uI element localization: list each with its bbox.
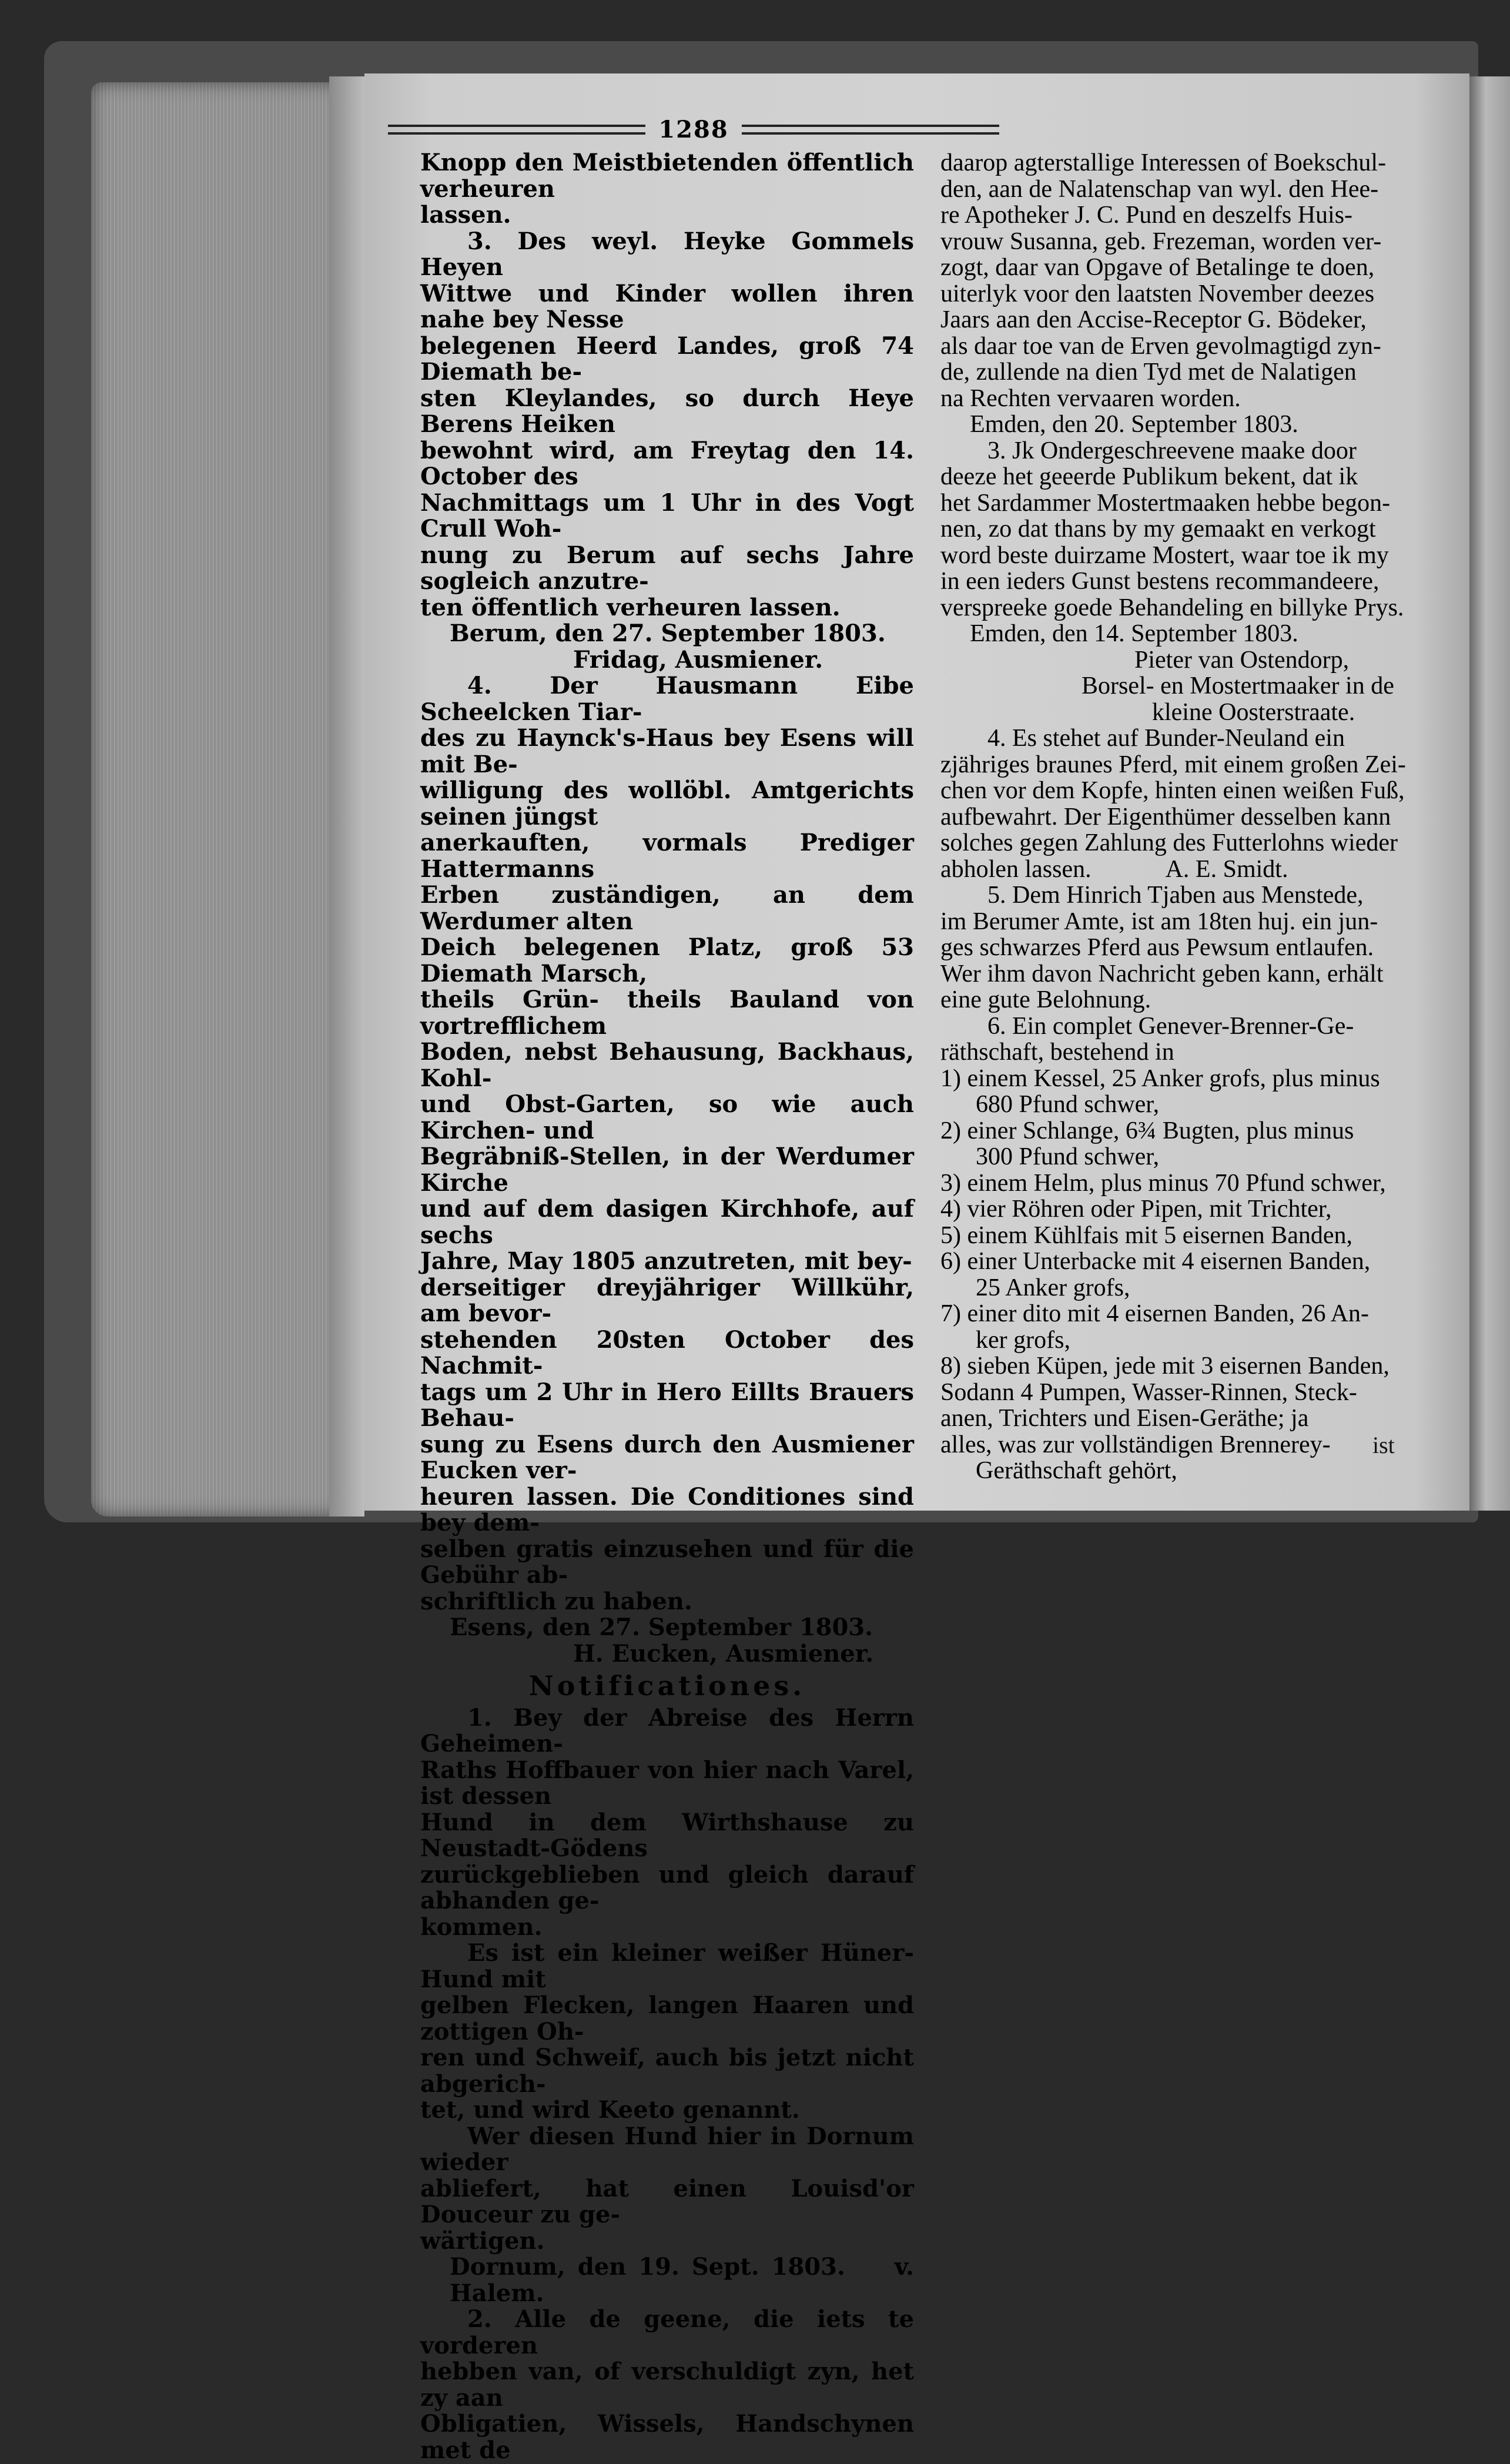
text-line: het Sardammer Mostertmaaken hebbe begon- [940,489,1391,517]
text-line: und auf dem dasigen Kirchhofe, auf sechs [420,1195,914,1249]
text-line: willigung des wollöbl. Amtgerichts seinen jüngst [420,776,914,831]
dateline: Emden, den 14. September 1803. [970,620,1298,647]
text-line: kommen. [420,1913,543,1941]
text-line: belegenen Heerd Landes, groß 74 Diemath be- [420,332,914,386]
text-line [940,856,1440,883]
list-item: 7) einer dito mit 4 eisernen Banden, 26 An- [940,1300,1369,1327]
text-line [420,2306,914,2359]
item-number: 4. [467,672,492,699]
signature: A. E. Smidt. [1165,855,1288,883]
text-line: Geräthschaft gehört, [976,1457,1177,1484]
item-number: 4. [987,725,1006,752]
text-fragment: Bey der Abreise des Herrn Geheimen- [420,1703,914,1757]
text-line: Knopp den Meistbietenden öffentlich verheuren [420,149,914,203]
dateline [420,2254,914,2306]
text-line: sung zu Esens durch den Ausmiener Eucken ver- [420,1430,914,1484]
header-rule-right [742,125,999,135]
text-line: stehenden 20sten October des Nachmit- [420,1325,914,1380]
list-item: 6) einer Unterbacke mit 4 eisernen Banden, [940,1248,1371,1275]
text-line: de, zullende na dien Tyd met de Nalatigen [940,359,1357,386]
text-line: Jahre, May 1805 anzutreten, mit bey- [420,1247,912,1275]
text-line: anerkauften, vormals Prediger Hattermanns [420,829,914,883]
text-line: zurückgeblieben und gleich darauf abhanden ge- [420,1860,914,1914]
text-line [420,229,914,281]
list-item-cont: ker grofs, [976,1326,1070,1354]
text-line: zjähriges braunes Pferd, mit einem großen Zei- [940,751,1406,778]
list-item: 2) einer Schlange, 6¾ Bugten, plus minus [940,1117,1354,1144]
text-line: abliefert, hat einen Louisd'or Douceur zu ge- [420,2174,914,2228]
text-line: wärtigen. [420,2227,545,2255]
text-fragment: Jk Ondergeschreevene maake door [1012,437,1357,464]
text-line: und Obst-Garten, so wie auch Kirchen- und [420,1090,914,1144]
date-text: Dornum, den 19. Sept. 1803. [450,2253,845,2281]
text-line [420,1705,914,1757]
text-line [940,438,1440,464]
text-line: Sodann 4 Pumpen, Wasser-Rinnen, Steck- [940,1378,1357,1406]
signature: Borsel- en Mostertmaaker in de [1082,672,1394,699]
item-number: 2. [467,2305,492,2333]
text-line: vrouw Susanna, geb. Frezeman, worden ver- [940,227,1382,255]
text-fragment: Ein complet Genever-Brenner-Ge- [1012,1012,1354,1040]
text-line: re Apotheker J. C. Pund en deszelfs Huis- [940,202,1353,229]
list-item-cont: 300 Pfund schwer, [976,1143,1160,1170]
text-line: Boden, nebst Behausung, Backhaus, Kohl- [420,1038,914,1092]
text-fragment: Es stehet auf Bunder-Neuland ein [1012,725,1345,752]
text-line: Nachmittags um 1 Uhr in des Vogt Crull Woh- [420,488,914,543]
text-fragment: Der Hausmann Eibe Scheelcken Tiar- [420,672,914,726]
list-item: 3) einem Helm, plus minus 70 Pfund schwer, [940,1169,1386,1197]
item-number: 6. [987,1012,1006,1040]
text-line: Jaars aan den Accise-Receptor G. Bödeker, [940,306,1367,333]
signature: kleine Oosterstraate. [1152,698,1355,726]
list-item: 4) vier Röhren oder Pipen, mit Trichter, [940,1196,1332,1223]
text-line: Raths Hoffbauer von hier nach Varel, ist dessen [420,1756,914,1810]
dateline: Berum, den 27. September 1803. [450,620,886,647]
text-line: hebben van, of verschuldigt zyn, het zy aan [420,2358,914,2412]
text-line: daarop agterstallige Interessen of Boekschul- [940,149,1387,176]
signature: Fridag, Ausmiener. [573,645,823,674]
text-line: Erben zuständigen, an dem Werdumer alten [420,881,914,935]
text-line: eine gute Belohnung. [940,986,1151,1013]
text-line: na Rechten vervaaren worden. [940,384,1241,412]
text-fragment: Dem Hinrich Tjaben aus Menstede, [1012,882,1364,909]
text-line: als daar toe van de Erven gevolmagtigd zyn- [940,332,1381,360]
text-line: selben gratis einzusehen und für die Gebühr ab- [420,1535,914,1589]
page-edges-gutter [329,76,364,1516]
text-line: anen, Trichters und Eisen-Geräthe; ja [940,1405,1309,1432]
facing-page-edge [1469,76,1510,1511]
list-item-cont: 680 Pfund schwer, [976,1091,1160,1118]
item-number: 1. [467,1703,492,1732]
list-item-cont: 25 Anker grofs, [976,1274,1130,1301]
text-line: verspreeke goede Behandeling en billyke Prys. [940,594,1404,621]
text-line: nen, zo dat thans by my gemaakt en verkogt [940,515,1376,543]
text-line: im Berumer Amte, ist am 18ten huj. ein jun- [940,908,1378,935]
text-line [940,725,1440,752]
text-line: bewohnt wird, am Freytag den 14. October des [420,436,914,490]
signature: v. Halem. [450,2253,914,2307]
text-line [420,673,914,725]
text-fragment: abholen lassen. [940,855,1092,883]
text-line: lassen. [420,201,511,229]
text-line: alles, was zur vollständigen Brennerey- [940,1431,1331,1458]
text-line: chen vor dem Kopfe, hinten einen weißen Fuß, [940,777,1405,804]
item-number: 5. [987,882,1006,909]
text-fragment: Des weyl. Heyke Gommels Heyen [420,227,914,281]
dateline: Esens, den 27. September 1803. [450,1613,873,1641]
page-header [388,112,999,147]
text-line: den, aan de Nalatenschap van wyl. den Hee- [940,175,1379,203]
text-line: des zu Haynck's-Haus bey Esens will mit Be- [420,724,914,778]
text-line [940,882,1440,909]
text-line: Obligatien, Wissels, Handschynen met de [420,2410,914,2464]
dateline: Emden, den 20. September 1803. [970,411,1298,438]
text-line: Begräbniß-Stellen, in der Werdumer Kirche [420,1143,914,1197]
text-line: gelben Flecken, langen Haaren und zottigen Oh- [420,1991,914,2045]
page-number: 1288 [658,115,729,143]
list-item: 5) einem Kühlfais mit 5 eisernen Banden, [940,1221,1352,1249]
text-line: zogt, daar van Opgave of Betalinge te doen, [940,254,1375,281]
text-line: in een ieders Gunst bestens recommandeere, [940,568,1380,595]
text-line: word beste duirzame Mostert, waar toe ik my [940,541,1389,569]
item-number: 3. [467,227,492,255]
left-column [420,150,914,2463]
page-edges [91,82,356,1516]
text-line: theils Grün- theils Bauland von vortrefflichem [420,986,914,1040]
text-line [940,1013,1440,1040]
signature: Pieter van Ostendorp, [1134,646,1350,674]
header-rule-left [388,125,645,135]
right-column [940,150,1440,1484]
text-line: tags um 2 Uhr in Hero Eillts Brauers Behau- [420,1378,914,1432]
text-fragment: Alle de geene, die iets te vorderen [420,2305,914,2359]
text-line: heuren lassen. Die Conditiones sind bey dem- [420,1482,914,1536]
text-line: Wer ihm davon Nachricht geben kann, erhält [940,960,1384,987]
text-line: aufbewahrt. Der Eigenthümer desselben kann [940,803,1391,831]
catchword: ist [1372,1432,1395,1458]
text-line: uiterlyk voor den laatsten November deezes [940,280,1375,307]
text-line: ten öffentlich verheuren lassen. [420,593,841,621]
text-line: Wittwe und Kinder wollen ihren nahe bey Nesse [420,279,914,333]
text-line: Deich belegenen Platz, groß 53 Diemath Marsch, [420,933,914,987]
text-line: schriftlich zu haben. [420,1587,692,1615]
text-line: Es ist ein kleiner weißer Hüner-Hund mit [420,1939,914,1993]
text-line: tet, und wird Keeto genannt. [420,2096,800,2124]
text-line: nung zu Berum auf sechs Jahre sogleich anzutre- [420,541,914,595]
text-line: Wer diesen Hund hier in Dornum wieder [420,2122,914,2176]
list-item: 8) sieben Küpen, jede mit 3 eisernen Banden, [940,1352,1390,1380]
list-item: 1) einem Kessel, 25 Anker grofs, plus minus [940,1064,1380,1092]
text-line: sten Kleylandes, so durch Heye Berens Heiken [420,384,914,438]
text-line: räthschaft, bestehend in [940,1039,1174,1066]
text-line: deeze het geeerde Publikum bekent, dat ik [940,463,1358,490]
text-line: Hund in dem Wirthshause zu Neustadt-Gödens [420,1808,914,1862]
text-line: solches gegen Zahlung des Futterlohns wieder [940,829,1398,856]
signature: H. Eucken, Ausmiener. [573,1639,874,1668]
text-line: derseitiger dreyjähriger Willkühr, am bevor- [420,1273,914,1327]
section-heading: Notificationes. [528,1670,806,1702]
item-number: 3. [987,437,1006,464]
text-line: ges schwarzes Pferd aus Pewsum entlaufen. [940,934,1374,961]
text-line: ren und Schweif, auch bis jetzt nicht abgerich- [420,2044,914,2098]
